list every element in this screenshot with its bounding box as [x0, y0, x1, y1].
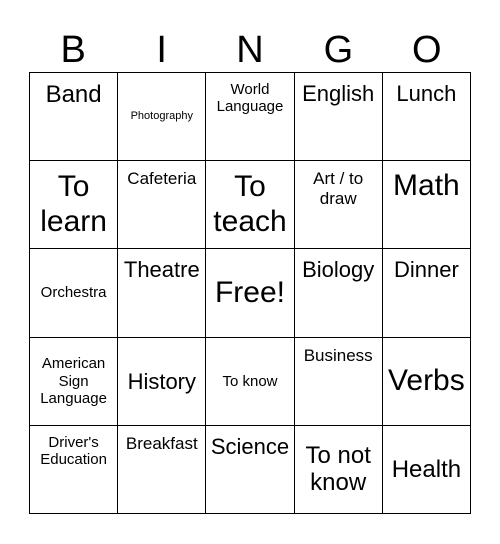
bingo-cell[interactable]: Dinner	[383, 249, 471, 337]
bingo-cell[interactable]: American Sign Language	[30, 338, 118, 426]
header-letter-g: G	[323, 29, 354, 71]
bingo-cell[interactable]: To not know	[295, 426, 383, 514]
header-letter-n: N	[236, 29, 264, 71]
bingo-cell[interactable]: Art / to draw	[295, 161, 383, 249]
header-letter-i: I	[156, 29, 167, 71]
bingo-cell[interactable]: Cafeteria	[118, 161, 206, 249]
bingo-cell[interactable]: History	[118, 338, 206, 426]
bingo-cell[interactable]: World Language	[206, 73, 294, 161]
bingo-cell[interactable]: Driver's Education	[30, 426, 118, 514]
bingo-cell[interactable]: Orchestra	[30, 249, 118, 337]
bingo-cell[interactable]: Breakfast	[118, 426, 206, 514]
bingo-cell[interactable]: Science	[206, 426, 294, 514]
bingo-cell[interactable]: Verbs	[383, 338, 471, 426]
bingo-cell[interactable]: English	[295, 73, 383, 161]
bingo-cell[interactable]: Photography	[118, 73, 206, 161]
bingo-card-grid	[29, 72, 471, 514]
bingo-cell-free-space[interactable]: Free!	[206, 249, 294, 337]
bingo-cell[interactable]: Biology	[295, 249, 383, 337]
bingo-cell[interactable]: To learn	[30, 161, 118, 249]
bingo-cell[interactable]: Math	[383, 161, 471, 249]
bingo-header	[29, 28, 471, 72]
bingo-cell[interactable]: Business	[295, 338, 383, 426]
bingo-cell[interactable]: Band	[30, 73, 118, 161]
bingo-cell[interactable]: Lunch	[383, 73, 471, 161]
bingo-cell[interactable]: To know	[206, 338, 294, 426]
header-letter-b: B	[60, 29, 86, 71]
bingo-cell[interactable]: Health	[383, 426, 471, 514]
bingo-cell[interactable]: Theatre	[118, 249, 206, 337]
bingo-cell[interactable]: To teach	[206, 161, 294, 249]
header-letter-o: O	[412, 29, 442, 71]
